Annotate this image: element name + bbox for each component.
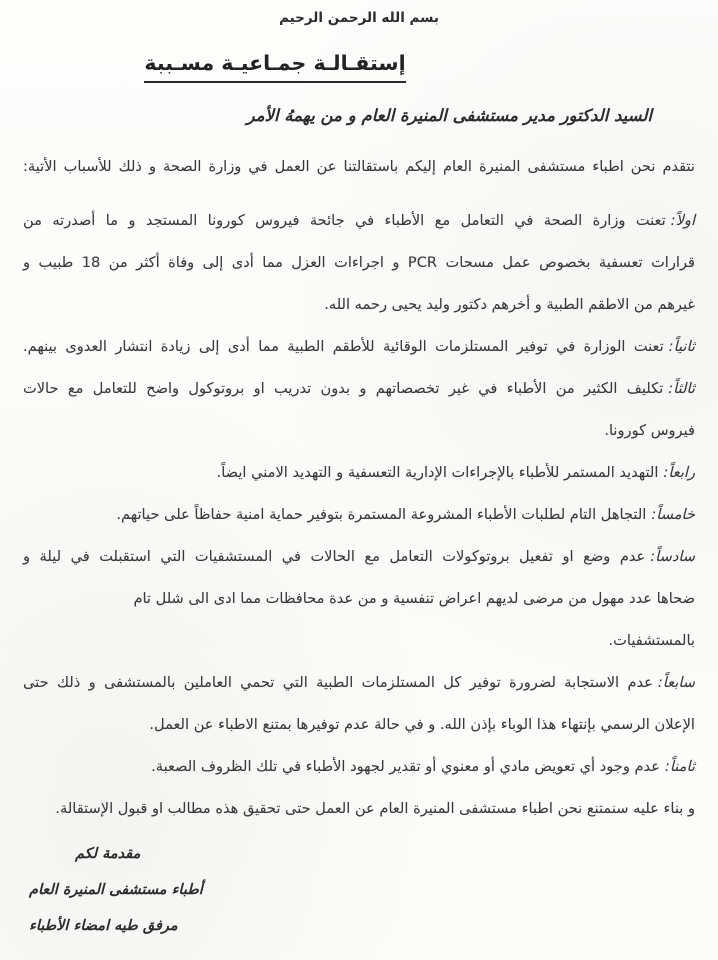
ordinal-eighth: ثامناً: <box>664 758 695 775</box>
reason-4-text-1: التهديد المستمر للأطباء بالإجراءات الإدارية التعسفية و التهديد الامني ايضاً. <box>216 464 659 481</box>
reason-7-line-2: الإعلان الرسمي بإنتهاء هذا الوباء بإذن الله. و في حالة عدم توفيرها بمتنع الاطباء عن العمل. <box>149 716 695 733</box>
reason-1-line-2: قرارات تعسفية بخصوص عمل مسحات PCR و اجراءات العزل مما أدى إلى وفاة أكثر من 18 طبيب و <box>23 254 695 271</box>
ordinal-first: اولاً: <box>670 212 695 229</box>
reason-5-line-1 <box>23 494 695 536</box>
title-row <box>23 48 695 82</box>
intro-paragraph: نتقدم نحن اطباء مستشفى المنيرة العام إليكم باستقالتنا عن العمل في وزارة الصحة و ذلك للأسباب الأتية: <box>23 158 695 175</box>
document-title: إستقـالـة جمـاعيـة مسـببة <box>144 48 405 83</box>
basmala-line: بسم الله الرحمن الرحيم <box>279 10 439 26</box>
closing-statement: و بناء عليه سنمتنع نحن اطباء مستشفى المنيرة العام عن العمل حتى تحقيق هذه مطالب او قبول الإستقالة. <box>55 800 695 817</box>
ordinal-second: ثانياً: <box>668 338 695 355</box>
reason-1-line-1 <box>23 200 695 242</box>
ordinal-seventh: سابعاً: <box>657 674 695 691</box>
reason-1-line-3: غيرهم من الاطقم الطبية و أخرهم دكتور وليد يحيى رحمه الله. <box>324 296 695 313</box>
reason-7-line-1 <box>23 662 695 704</box>
reason-5-text-1: التجاهل التام لطلبات الأطباء المشروعة المستمرة بتوفير حماية امنية حفاظاً على حياتهم. <box>116 506 647 523</box>
reason-4-line-1 <box>23 452 695 494</box>
reason-7-text-1: عدم الاستجابة لضرورة توفير كل المستلزمات الطبية التي تحمي العاملين بالمستشفى و ذلك حتى <box>23 674 653 691</box>
reason-2-text-1: تعنت الوزارة في توفير المستلزمات الوقائية للأطقم الطبية مما أدى إلى زيادة انتشار العدوى بينهم. <box>23 338 664 355</box>
signature-attachment-note: مرفق طيه امضاء الأطباء <box>29 918 178 934</box>
reason-6-line-1 <box>23 536 695 578</box>
reason-6-line-3: بالمستشفيات. <box>608 632 695 649</box>
reason-3-text-1: تكليف الكثير من الأطباء في غير تخصصاتهم و بدون تدريب او بروتوكول واضح للتعامل مع حالات <box>23 380 664 397</box>
letter-body <box>23 146 695 830</box>
reason-3-line-2: فيروس كورونا. <box>604 422 695 439</box>
reason-6-line-2: ضحاها عدد مهول من مرضى لديهم اعراض تنفسية و من عدة محافظات مما ادى الى شلل تام <box>133 590 695 607</box>
reason-2-line-1 <box>23 326 695 368</box>
reason-1-text-1: تعنت وزارة الصحة في التعامل مع الأطباء في جائحة فيروس كورونا المستجد و ما أصدرته من <box>23 212 666 229</box>
ordinal-fourth: رابعاً: <box>663 464 695 481</box>
reason-3-line-1 <box>23 368 695 410</box>
reason-8-text-1: عدم وجود أي تعويض مادي أو معنوي أو تقدير لجهود الأطباء في تلك الظروف الصعبة. <box>151 758 660 775</box>
ordinal-third: ثالثاً: <box>668 380 695 397</box>
ordinal-sixth: سادساً: <box>650 548 695 565</box>
reason-6-text-1: عدم وضع او تفعيل بروتوكولات التعامل مع الحالات في المستشفيات التي استقبلت في ليلة و <box>23 548 646 565</box>
signature-doctors: أطباء مستشفى المنيرة العام <box>29 882 203 898</box>
reason-8-line-1 <box>23 746 695 788</box>
signature-presented-by: مقدمة لكم <box>75 846 141 862</box>
addressee-line: السيد الدكتور مدير مستشفى المنيرة العام و من يهمهُ الأمر <box>246 106 652 125</box>
ordinal-fifth: خامساً: <box>651 506 695 523</box>
signature-block <box>23 836 695 944</box>
